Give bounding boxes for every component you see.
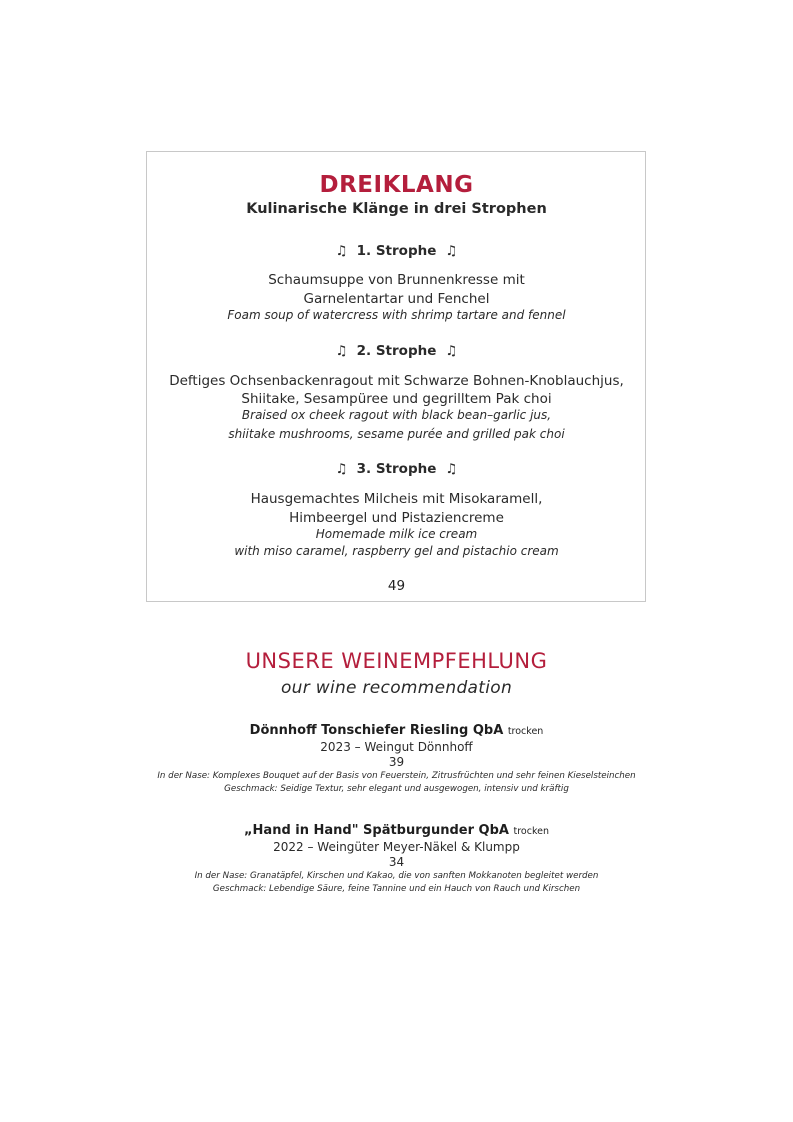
course-dish-line: Shiitake, Sesampüree und gegrilltem Pak choi: [241, 391, 552, 407]
menu-subtitle: Kulinarische Klänge in drei Strophen: [246, 201, 547, 217]
wine-style: trocken: [513, 826, 549, 837]
wine-name-text: „Hand in Hand" Spätburgunder QbA: [244, 823, 509, 838]
course-dish-line: Deftiges Ochsenbackenragout mit Schwarze Bohnen-Knoblauchjus,: [169, 373, 624, 389]
course-dish-line: Hausgemachtes Milcheis mit Misokaramell,: [250, 491, 543, 507]
menu-price: 49: [387, 578, 406, 594]
course-heading-2: [0, 343, 793, 359]
wine-taste-note: Geschmack: Seidige Textur, sehr elegant und ausgewogen, intensiv und kräftig: [224, 784, 569, 794]
wine-vintage: 2022 – Weingüter Meyer-Näkel & Klumpp: [273, 840, 520, 854]
wine-name-1: [0, 723, 793, 738]
menu-title: DREIKLANG: [319, 172, 474, 198]
course-translation-line: Foam soup of watercress with shrimp tartare and fennel: [227, 308, 566, 322]
course-label: 2. Strophe: [356, 343, 437, 359]
music-note-icon: ♫: [335, 461, 348, 477]
music-note-icon: ♫: [445, 461, 458, 477]
wine-name-text: Dönnhoff Tonschiefer Riesling QbA: [249, 723, 504, 738]
course-dish-line: Garnelentartar und Fenchel: [303, 291, 490, 307]
course-translation-line: Homemade milk ice cream: [315, 527, 478, 541]
music-note-icon: ♫: [445, 343, 458, 359]
wine-taste-note: Geschmack: Lebendige Säure, feine Tannine und ein Hauch von Rauch und Kirschen: [212, 884, 581, 894]
music-note-icon: ♫: [335, 343, 348, 359]
wine-vintage: 2023 – Weingut Dönnhoff: [320, 740, 473, 754]
course-dish-line: Himbeergel und Pistaziencreme: [289, 510, 504, 526]
course-translation-line: shiitake mushrooms, sesame purée and grilled pak choi: [228, 427, 565, 441]
course-heading-1: [0, 243, 793, 259]
course-dish-line: Schaumsuppe von Brunnenkresse mit: [268, 272, 525, 288]
course-heading-3: [0, 461, 793, 477]
wine-section-subtitle: our wine recommendation: [280, 678, 513, 698]
wine-style: trocken: [507, 726, 544, 737]
course-translation-line: Braised ox cheek ragout with black bean–garlic jus,: [241, 408, 552, 422]
music-note-icon: ♫: [445, 243, 458, 259]
wine-section-title: UNSERE WEINEMPFEHLUNG: [245, 649, 548, 673]
music-note-icon: ♫: [335, 243, 348, 259]
wine-price: 39: [388, 755, 405, 769]
wine-price: 34: [388, 855, 405, 869]
wine-nose-note: In der Nase: Komplexes Bouquet auf der Basis von Feuerstein, Zitrusfrüchten und sehr feinen Kieselsteinchen: [157, 771, 636, 781]
course-label: 3. Strophe: [356, 461, 437, 477]
course-label: 1. Strophe: [356, 243, 437, 259]
wine-nose-note: In der Nase: Granatäpfel, Kirschen und Kakao, die von sanften Mokkanoten begleitet werden: [194, 871, 599, 881]
wine-name-2: [0, 823, 793, 838]
course-translation-line: with miso caramel, raspberry gel and pistachio cream: [234, 544, 559, 558]
